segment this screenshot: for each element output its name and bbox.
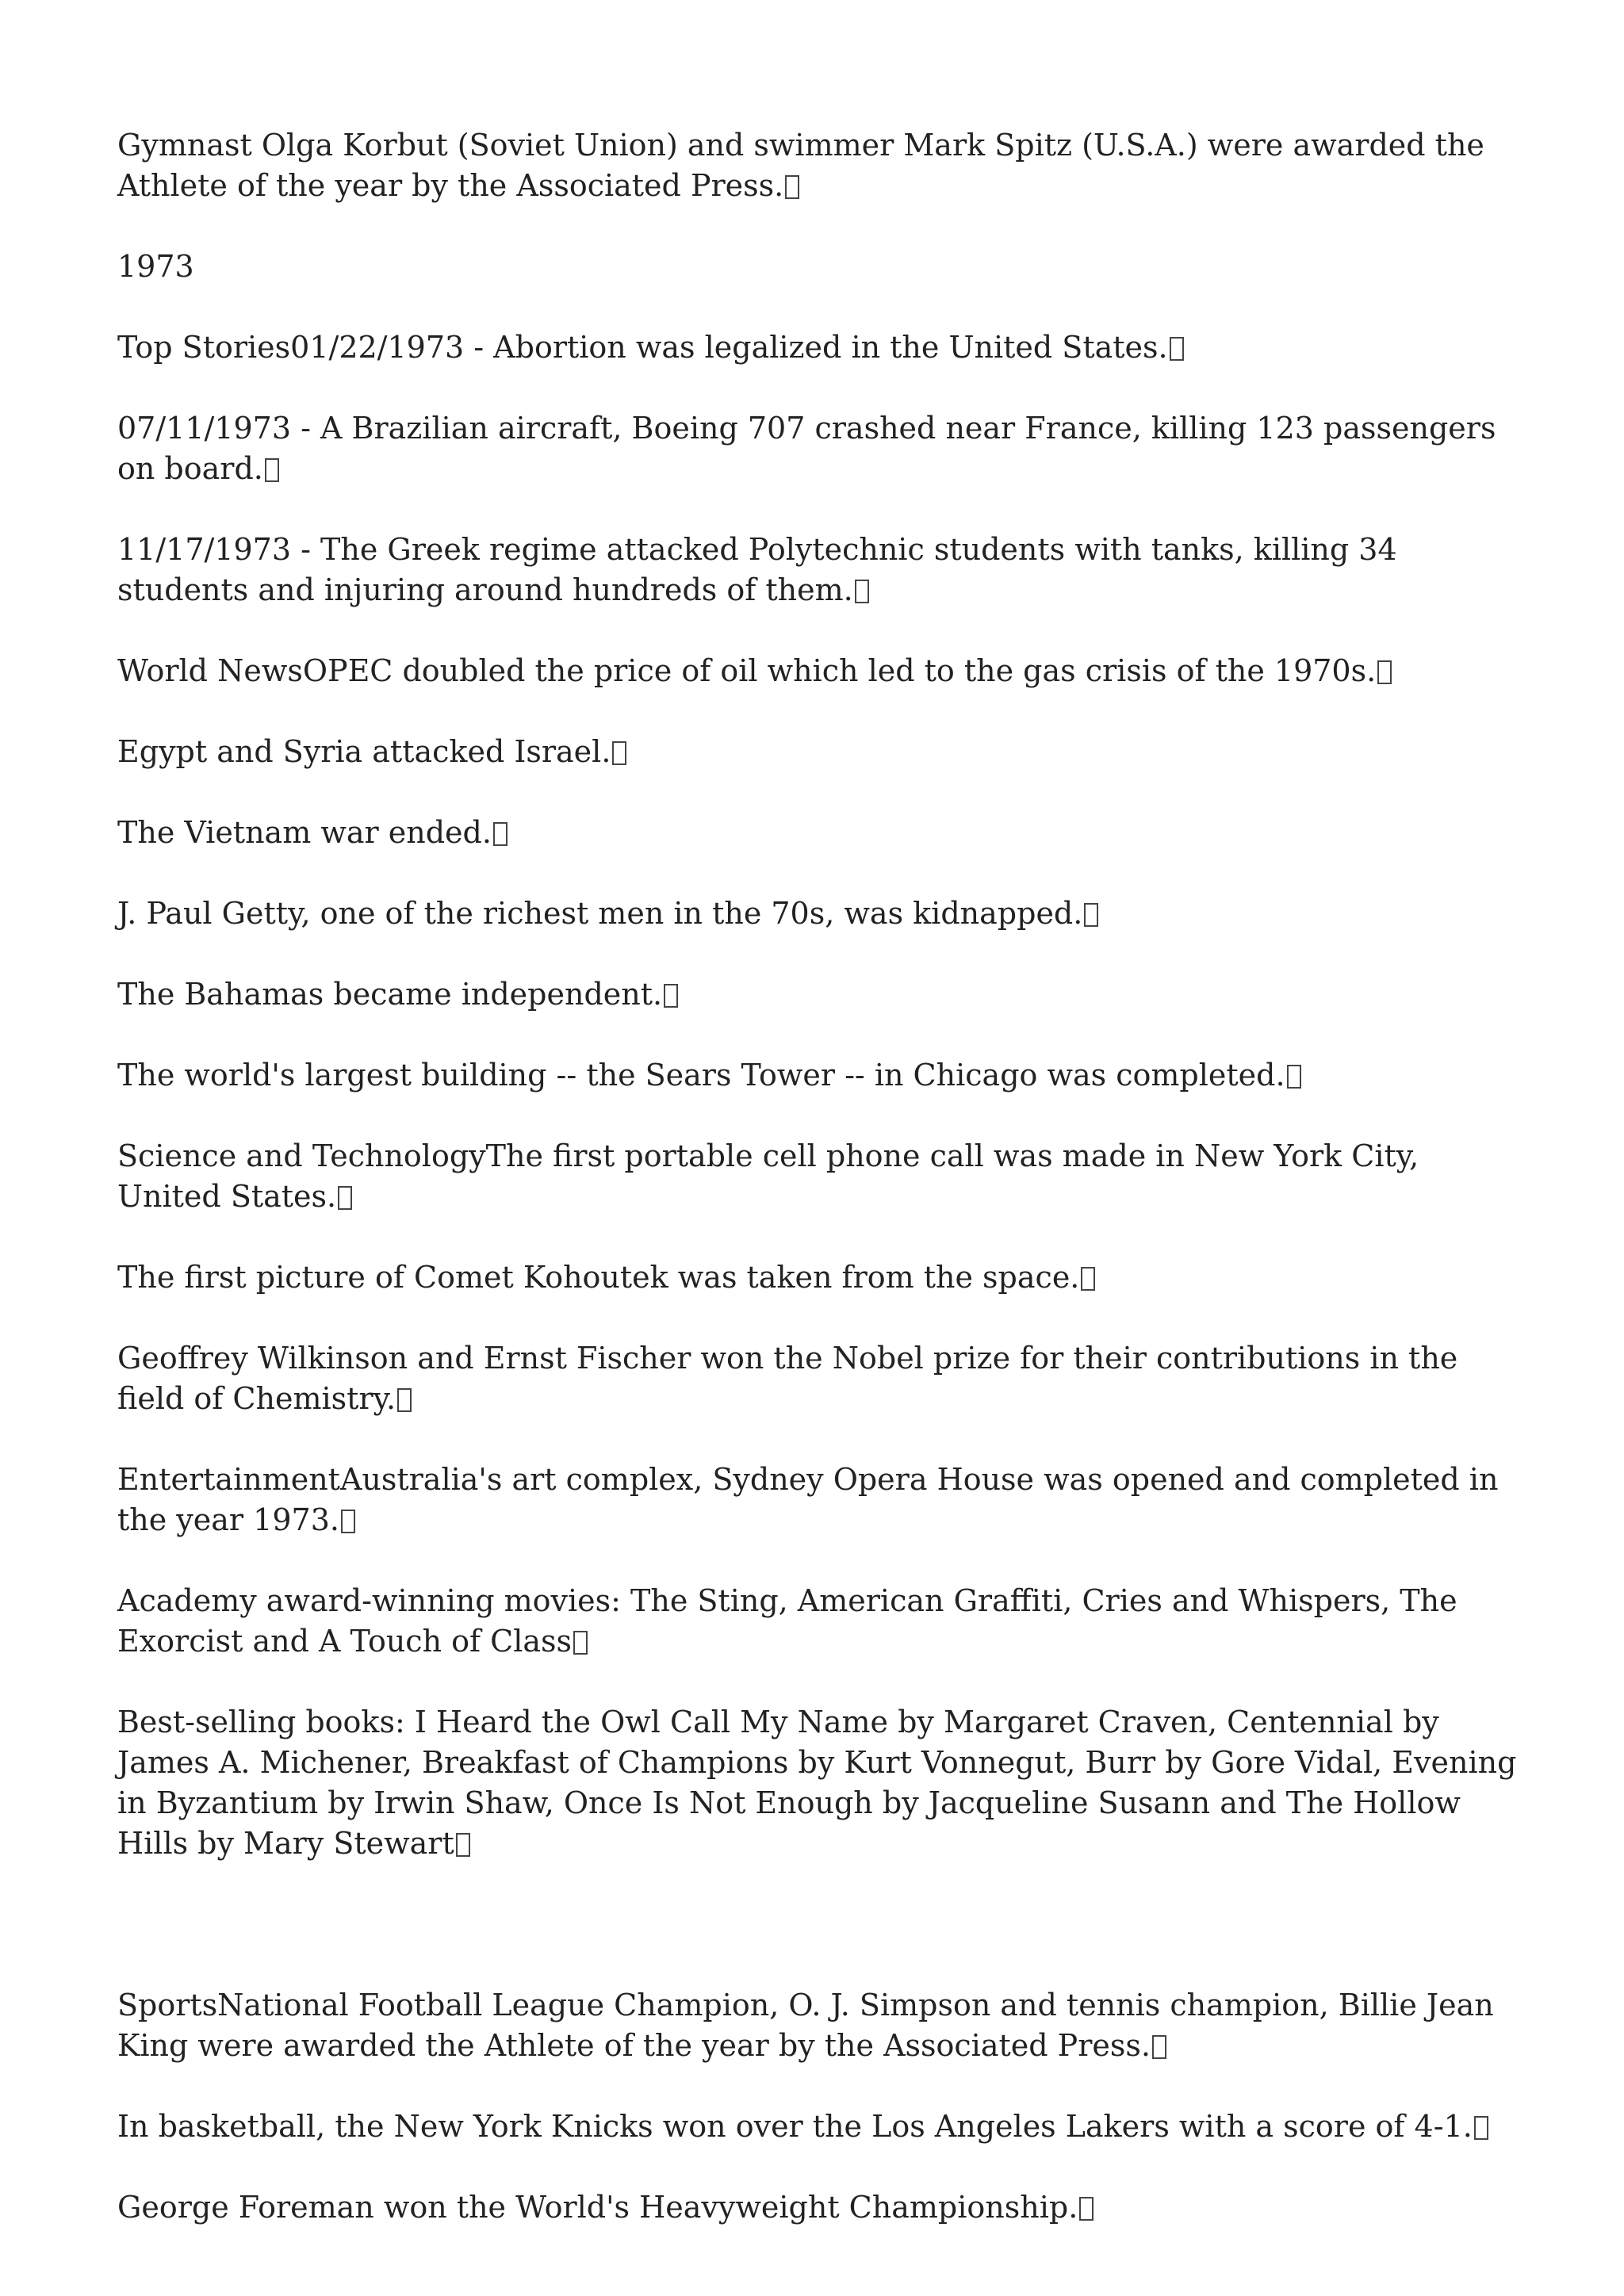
paragraph-science-cell-phone	[117, 1136, 1529, 1217]
paragraph-text: J. Paul Getty, one of the richest men in the 70s, was kidnapped.	[117, 896, 1083, 931]
paragraph-text: Science and TechnologyThe first portable cell phone call was made in New York City, United States.	[117, 1138, 1419, 1214]
paragraph-basketball	[117, 2107, 1529, 2147]
paragraph-text: Top Stories01/22/1973 - Abortion was legalized in the United States.	[117, 330, 1168, 365]
paragraph-sears-tower	[117, 1055, 1529, 1096]
paragraph-text: Academy award-winning movies: The Sting, American Graffiti, Cries and Whispers, The Exorcist and A Touch of Class	[117, 1583, 1457, 1659]
paragraph-text: Best-selling books: I Heard the Owl Call My Name by Margaret Craven, Centennial by James A. Michener, Breakfast of Champions by Kurt Vonnegut, Burr by Gore Vidal, Evening in Byzantium by Irwin Shaw, Once Is Not Enough by Jacqueline Susann and The Hollow Hills by Mary Stewart	[117, 1705, 1517, 1861]
paragraph-text: The first picture of Comet Kohoutek was taken from the space.	[117, 1260, 1080, 1295]
paragraph-bahamas	[117, 974, 1529, 1015]
paragraph-egypt-syria	[117, 732, 1529, 772]
paragraph-text: In basketball, the New York Knicks won over the Los Angeles Lakers with a score of 4-1.	[117, 2109, 1473, 2144]
paragraph-text: 07/11/1973 - A Brazilian aircraft, Boeing 707 crashed near France, killing 123 passengers on board.	[117, 411, 1496, 486]
missing-glyph-icon	[265, 458, 279, 482]
paragraph-polytechnic	[117, 530, 1529, 610]
missing-glyph-icon	[1287, 1065, 1301, 1089]
paragraph-foreman	[117, 2187, 1529, 2228]
paragraph-text: George Foreman won the World's Heavyweight Championship.	[117, 2190, 1078, 2225]
paragraph-text: SportsNational Football League Champion, O. J. Simpson and tennis champion, Billie Jean King were awarded the Athlete of the year by the Associated Press.	[117, 1988, 1494, 2063]
missing-glyph-icon	[1152, 2035, 1166, 2059]
paragraph-text: Egypt and Syria attacked Israel.	[117, 734, 611, 769]
missing-glyph-icon	[493, 822, 508, 846]
missing-glyph-icon	[612, 741, 626, 765]
paragraph-best-selling-books	[117, 1702, 1529, 1864]
document-page	[117, 125, 1529, 2268]
year-heading	[117, 247, 1529, 287]
paragraph-nobel-chemistry	[117, 1338, 1529, 1419]
paragraph-text: World NewsOPEC doubled the price of oil which led to the gas crisis of the 1970s.	[117, 653, 1377, 688]
paragraph-entertainment-opera-house	[117, 1460, 1529, 1540]
missing-glyph-icon	[456, 1833, 470, 1857]
missing-glyph-icon	[1474, 2116, 1488, 2140]
paragraph-text: The Bahamas became independent.	[117, 977, 663, 1012]
missing-glyph-icon	[1081, 1267, 1095, 1291]
paragraph-text: 11/17/1973 - The Greek regime attacked Polytechnic students with tanks, killing 34 students and injuring around hundreds of them.	[117, 532, 1397, 607]
paragraph-world-news-opec	[117, 651, 1529, 691]
missing-glyph-icon	[573, 1631, 588, 1655]
paragraph-text: 1973	[117, 249, 194, 284]
missing-glyph-icon	[397, 1388, 412, 1412]
paragraph-academy-awards	[117, 1581, 1529, 1662]
paragraph-athletes-1972	[117, 125, 1529, 206]
missing-glyph-icon	[338, 1186, 352, 1210]
paragraph-aircraft-crash	[117, 408, 1529, 489]
missing-glyph-icon	[855, 580, 869, 603]
missing-glyph-icon	[785, 175, 799, 199]
paragraph-text: The Vietnam war ended.	[117, 815, 492, 850]
paragraph-text: Gymnast Olga Korbut (Soviet Union) and swimmer Mark Spitz (U.S.A.) were awarded the Athlete of the year by the Associated Press.	[117, 128, 1484, 203]
missing-glyph-icon	[1377, 660, 1392, 684]
paragraph-top-stories-abortion	[117, 327, 1529, 368]
paragraph-sports-athletes	[117, 1985, 1529, 2066]
paragraph-comet-kohoutek	[117, 1257, 1529, 1298]
paragraph-vietnam-war	[117, 813, 1529, 853]
paragraph-text: The world's largest building -- the Sears Tower -- in Chicago was completed.	[117, 1058, 1285, 1093]
missing-glyph-icon	[664, 984, 678, 1008]
missing-glyph-icon	[341, 1510, 355, 1533]
paragraph-text: EntertainmentAustralia's art complex, Sydney Opera House was opened and completed in the year 1973.	[117, 1462, 1499, 1537]
paragraph-text: Geoffrey Wilkinson and Ernst Fischer won the Nobel prize for their contributions in the field of Chemistry.	[117, 1341, 1458, 1416]
paragraph-getty-kidnapped	[117, 894, 1529, 934]
missing-glyph-icon	[1084, 903, 1098, 927]
missing-glyph-icon	[1170, 337, 1184, 361]
missing-glyph-icon	[1079, 2197, 1094, 2221]
